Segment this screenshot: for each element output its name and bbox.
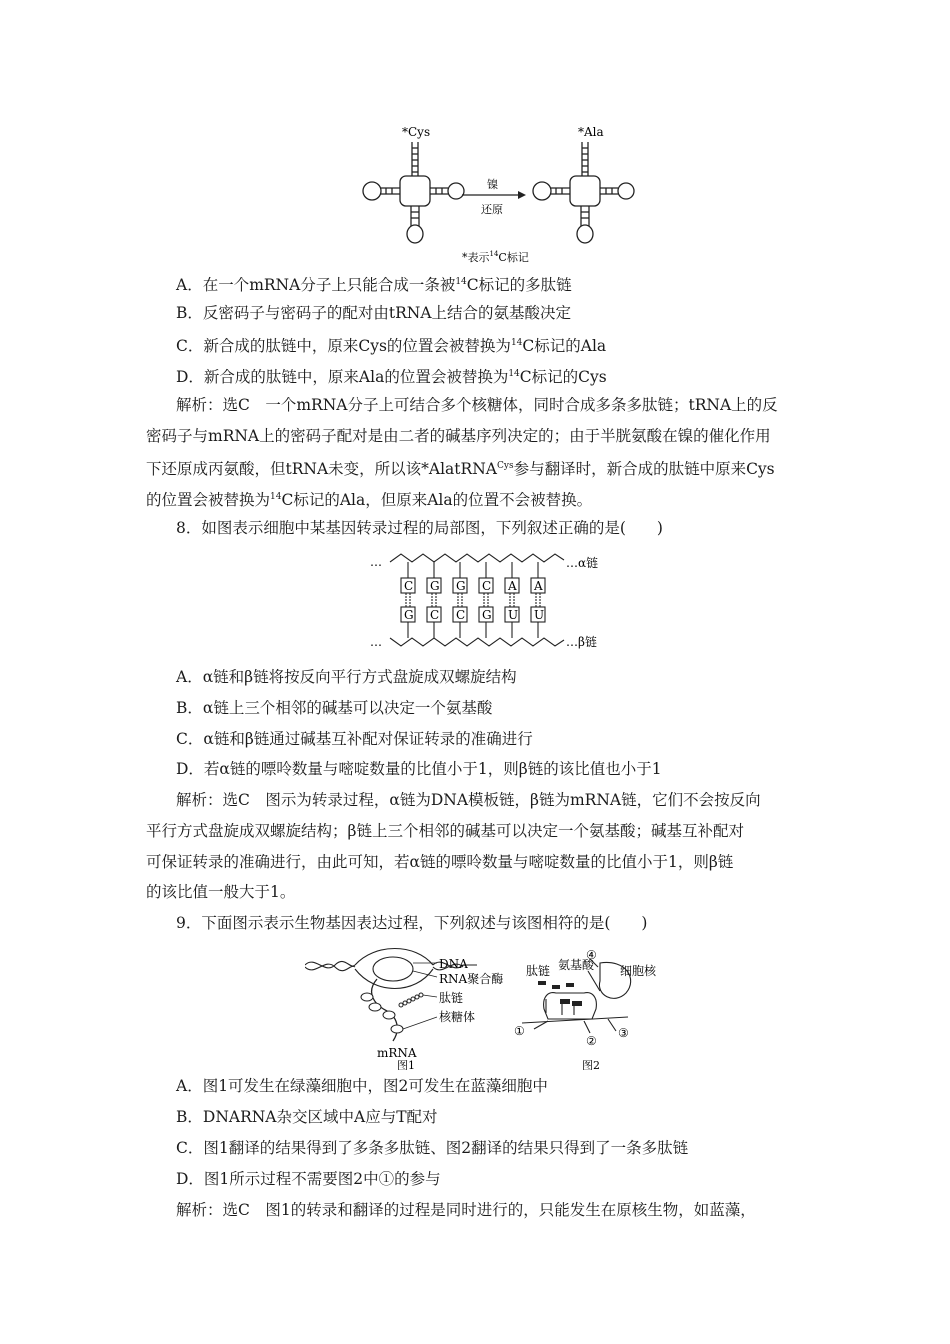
- fig1-dna-label: DNA: [439, 957, 468, 971]
- q9-stem: 9．下面图示表示生物基因表达过程，下列叙述与该图相符的是( ): [176, 914, 648, 932]
- q8-option-c: C．α链和β链通过碱基互补配对保证转录的准确进行: [176, 730, 533, 748]
- q8-explanation-1: 解析：选C 图示为转录过程，α链为DNA模板链，β链为mRNA链，它们不会按反向: [176, 791, 761, 809]
- q8-stem: 8．如图表示细胞中某基因转录过程的局部图，下列叙述正确的是( ): [176, 519, 663, 537]
- gene-expression-figure-2: [508, 945, 658, 1070]
- fig2-num-3: ③: [618, 1026, 629, 1040]
- trna-figure: [340, 118, 640, 268]
- alpha-dots: …: [370, 555, 382, 569]
- q7-explanation-1: 解析：选C 一个mRNA分子上可结合多个核糖体，同时合成多条多肽链；tRNA上的反: [176, 396, 778, 414]
- top-base: C: [404, 579, 414, 593]
- arrow-bottom-label: 还原: [481, 203, 503, 216]
- fig2-peptide-label: 肽链: [526, 964, 551, 978]
- q7-explanation-4: 的位置会被替换为$^{14}$C标记的Ala，但原来Ala的位置不会被替换。: [146, 491, 593, 509]
- q7-option-a: A．在一个mRNA分子上只能合成一条被$^{14}$C标记的多肽链: [176, 276, 572, 294]
- beta-chain-label: …β链: [566, 635, 597, 649]
- beta-dots: …: [370, 635, 382, 649]
- q7-explanation-3: 下还原成丙氨酸，但tRNA未变，所以该*AlatRNA$^{Cys}$参与翻译时，新合成的肽链中原来Cys: [146, 460, 775, 478]
- fig1-mrna-label: mRNA: [377, 1046, 417, 1060]
- q9-option-b: B．DNARNA杂交区域中A应与T配对: [176, 1108, 438, 1126]
- rna-polymerase-icon: [373, 957, 413, 981]
- fig2-nucleus-label: 细胞核: [620, 964, 657, 978]
- fig1-rna-polymerase-label: RNA聚合酶: [439, 972, 504, 986]
- top-base: G: [430, 579, 440, 593]
- q7-explanation-2: 密码子与mRNA上的密码子配对是由二者的碱基序列决定的；由于半胱氨酸在镍的催化作用: [146, 427, 771, 445]
- top-base: A: [534, 579, 543, 593]
- q8-explanation-2: 平行方式盘旋成双螺旋结构；β链上三个相邻的碱基可以决定一个氨基酸；碱基互补配对: [146, 822, 744, 840]
- bottom-base: U: [508, 608, 519, 622]
- bottom-base: G: [404, 608, 414, 622]
- transcription-figure: [368, 550, 618, 655]
- fig2-num-2: ②: [586, 1034, 597, 1048]
- gene-expression-figure-1: [305, 945, 525, 1070]
- top-base: G: [456, 579, 466, 593]
- cys-label: *Cys: [402, 125, 431, 139]
- q9-option-c: C．图1翻译的结果得到了多条多肽链、图2翻译的结果只得到了一条多肽链: [176, 1139, 689, 1157]
- fig2-num-4: ④: [586, 948, 597, 962]
- q8-explanation-3: 可保证转录的准确进行，由此可知，若α链的嘌呤数量与嘧啶数量的比值小于1，则β链: [146, 853, 734, 871]
- trna-right-icon: [533, 142, 634, 243]
- q7-option-d: D．新合成的肽链中，原来Ala的位置会被替换为$^{14}$C标记的Cys: [176, 368, 607, 386]
- arrow-head: [518, 191, 526, 199]
- q8-option-b: B．α链上三个相邻的碱基可以决定一个氨基酸: [176, 699, 493, 717]
- arrow-top-label: 镍: [487, 178, 498, 191]
- q8-option-a: A．α链和β链将按反向平行方式盘旋成双螺旋结构: [176, 668, 517, 686]
- bottom-base: C: [430, 608, 440, 622]
- q9-explanation-1: 解析：选C 图1的转录和翻译的过程是同时进行的，只能发生在原核生物，如蓝藻，: [176, 1201, 756, 1219]
- fig1-peptide-label: 肽链: [439, 991, 464, 1005]
- bottom-base-boxes: [401, 607, 545, 622]
- fig2-num-1: ①: [514, 1024, 525, 1038]
- figure-caption: *表示$^{14}$C标记: [462, 250, 529, 264]
- sugar-phosphate-backbone: [390, 554, 564, 646]
- top-base-boxes: [401, 578, 545, 593]
- trna-left-icon: [363, 142, 464, 243]
- q7-option-c: C．新合成的肽链中，原来Cys的位置会被替换为$^{14}$C标记的Ala: [176, 337, 607, 355]
- fig2-amino-acid-label: 氨基酸: [558, 958, 595, 972]
- fig2-caption: 图2: [582, 1059, 600, 1070]
- peptide-chains: [399, 993, 423, 1007]
- ribosome-icons: [361, 993, 403, 1033]
- ala-label: *Ala: [578, 125, 604, 139]
- q9-option-a: A．图1可发生在绿藻细胞中，图2可发生在蓝藻细胞中: [176, 1077, 548, 1095]
- q9-option-d: D．图1所示过程不需要图2中①的参与: [176, 1170, 441, 1188]
- bottom-base: U: [534, 608, 545, 622]
- q8-option-d: D．若α链的嘌呤数量与嘧啶数量的比值小于1，则β链的该比值也小于1: [176, 760, 662, 778]
- top-base: C: [482, 579, 492, 593]
- top-base: A: [508, 579, 517, 593]
- fig1-caption: 图1: [397, 1059, 415, 1070]
- q7-option-b: B．反密码子与密码子的配对由tRNA上结合的氨基酸决定: [176, 304, 572, 322]
- bottom-base: C: [456, 608, 466, 622]
- alpha-chain-label: …α链: [566, 556, 599, 570]
- fig1-ribosome-label: 核糖体: [439, 1010, 476, 1024]
- q8-explanation-4: 的该比值一般大于1。: [146, 883, 296, 901]
- bottom-base: G: [482, 608, 492, 622]
